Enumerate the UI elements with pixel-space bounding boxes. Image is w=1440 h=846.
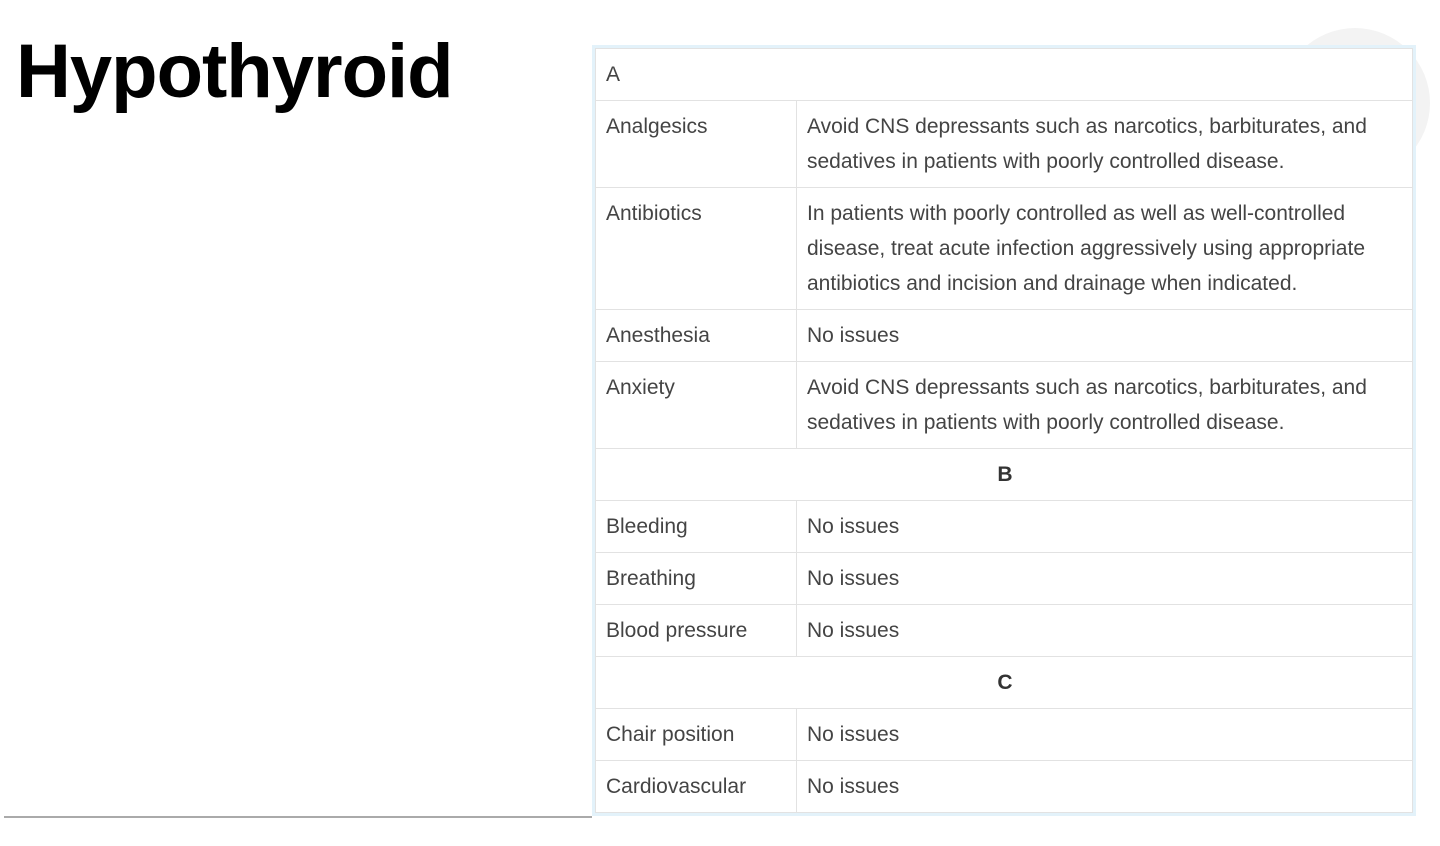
drug-considerations-table bbox=[592, 45, 1416, 816]
note-cell: Avoid CNS depressants such as narcotics, barbiturates, and sedatives in patients with poorly controlled disease. bbox=[797, 101, 1413, 188]
term-cell: Anxiety bbox=[596, 362, 797, 449]
term-cell: Chair position bbox=[596, 709, 797, 761]
table-row bbox=[596, 761, 1413, 813]
table-row bbox=[596, 310, 1413, 362]
term-cell: Bleeding bbox=[596, 501, 797, 553]
section-header-c bbox=[596, 657, 1413, 709]
table-row bbox=[596, 553, 1413, 605]
term-cell: Breathing bbox=[596, 553, 797, 605]
table-row bbox=[596, 605, 1413, 657]
table-row bbox=[596, 101, 1413, 188]
table-row bbox=[596, 362, 1413, 449]
section-label: C bbox=[596, 657, 1413, 709]
note-cell: In patients with poorly controlled as well as well-controlled disease, treat acute infection aggressively using appropriate antibiotics and incision and drainage when indicated. bbox=[797, 188, 1413, 310]
note-cell: No issues bbox=[797, 553, 1413, 605]
section-label: A bbox=[596, 49, 1413, 101]
section-header-b bbox=[596, 449, 1413, 501]
table-row bbox=[596, 188, 1413, 310]
note-cell: Avoid CNS depressants such as narcotics, barbiturates, and sedatives in patients with poorly controlled disease. bbox=[797, 362, 1413, 449]
note-cell: No issues bbox=[797, 709, 1413, 761]
section-label: B bbox=[596, 449, 1413, 501]
term-cell: Blood pressure bbox=[596, 605, 797, 657]
table-row bbox=[596, 709, 1413, 761]
term-cell: Anesthesia bbox=[596, 310, 797, 362]
term-cell: Analgesics bbox=[596, 101, 797, 188]
note-cell: No issues bbox=[797, 501, 1413, 553]
note-cell: No issues bbox=[797, 310, 1413, 362]
term-cell: Antibiotics bbox=[596, 188, 797, 310]
note-cell: No issues bbox=[797, 605, 1413, 657]
term-cell: Cardiovascular bbox=[596, 761, 797, 813]
section-header-a bbox=[596, 49, 1413, 101]
table-row bbox=[596, 501, 1413, 553]
divider bbox=[4, 816, 592, 818]
page-title: Hypothyroid bbox=[16, 29, 453, 114]
note-cell: No issues bbox=[797, 761, 1413, 813]
